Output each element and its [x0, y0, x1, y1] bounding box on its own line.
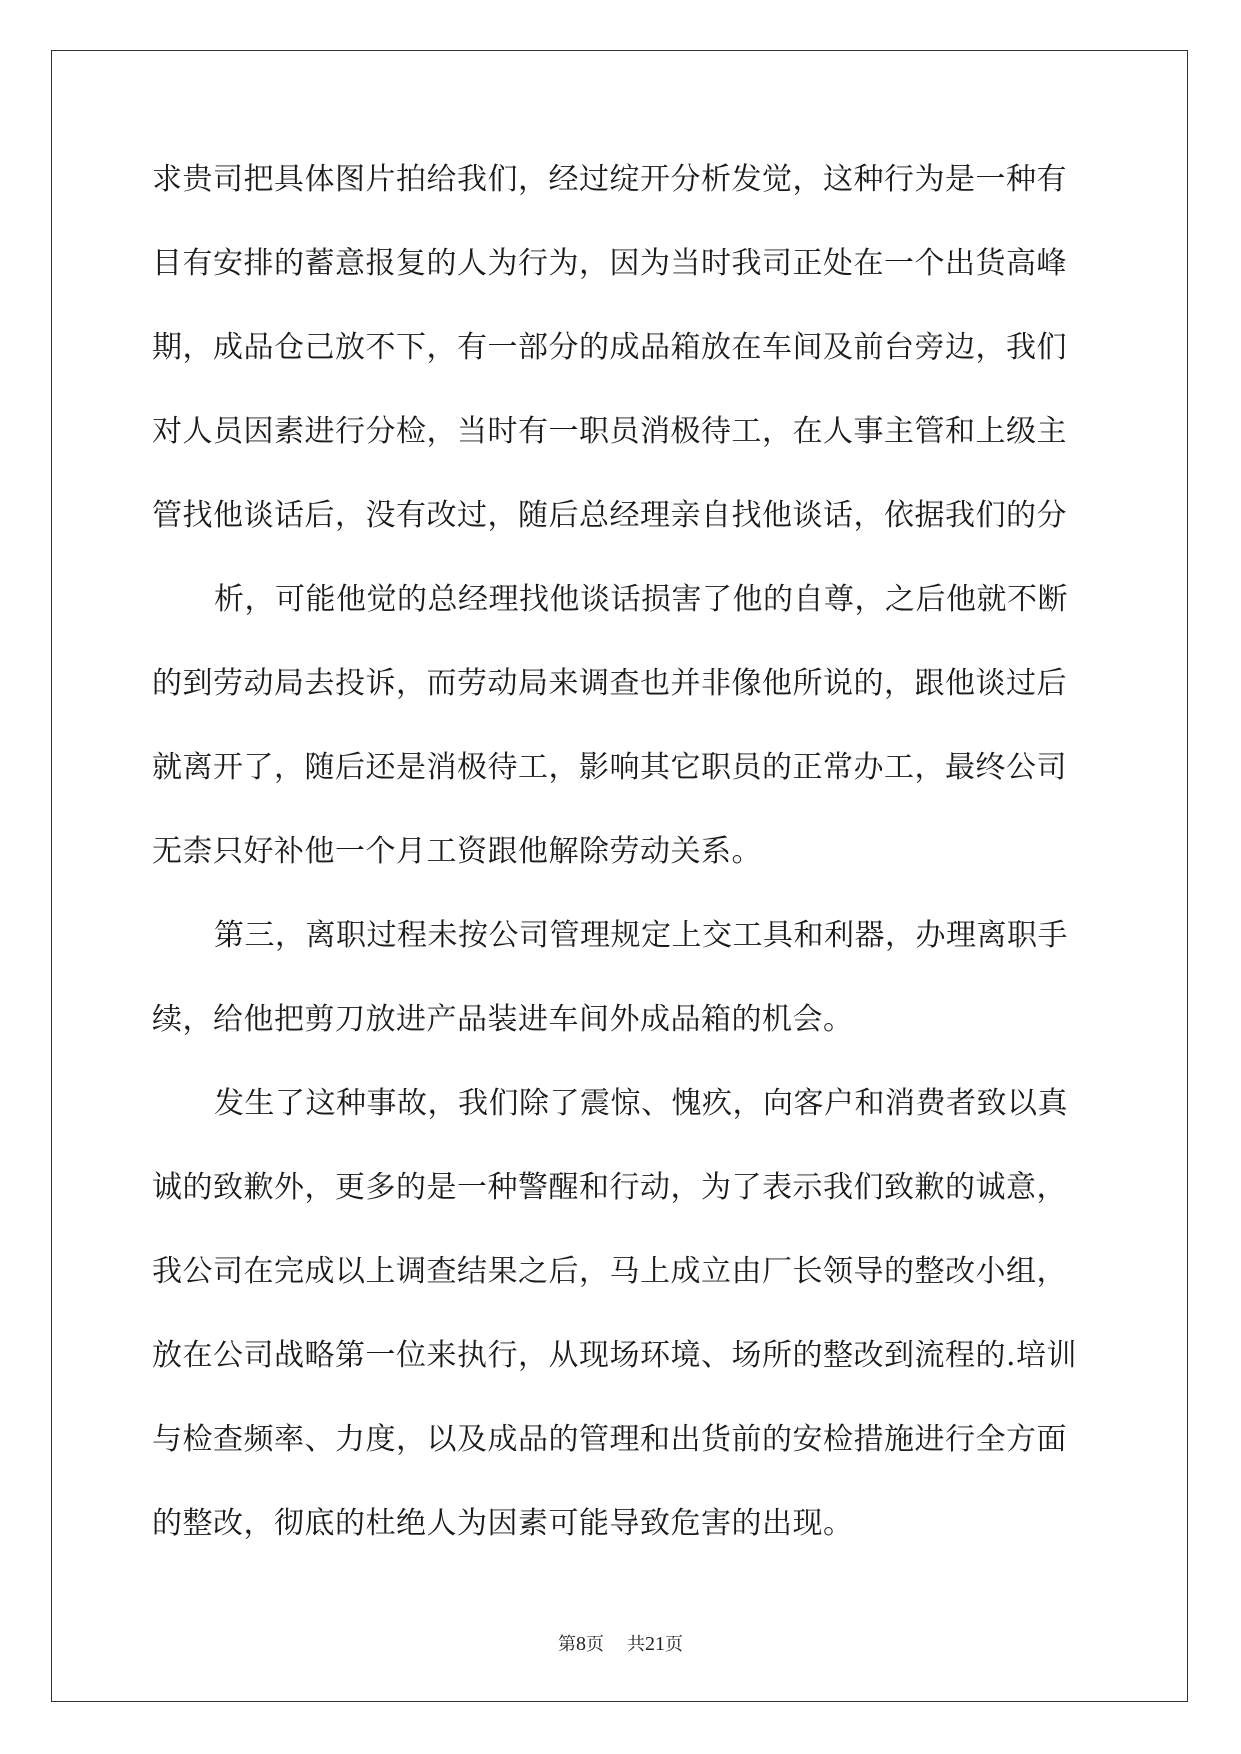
text-line: 续，给他把剪刀放进产品装进车间外成品箱的机会。 [152, 1002, 854, 1037]
text-line: 管找他谈话后，没有改过，随后总经理亲自找他谈话，依据我们的分 [152, 498, 1067, 533]
text-line: 就离开了，随后还是消极待工，影响其它职员的正常办工，最终公司 [152, 750, 1067, 785]
text-line: 的到劳动局去投诉，而劳动局来调查也并非像他所说的，跟他谈过后 [152, 666, 1067, 701]
text-line: 第三，离职过程未按公司管理规定上交工具和利器，办理离职手 [214, 918, 1068, 953]
current-page-number: 8 [576, 1633, 587, 1655]
text-line: 发生了这种事故，我们除了震惊、愧疚，向客户和消费者致以真 [214, 1086, 1068, 1121]
total-page-number: 21 [644, 1633, 665, 1655]
text-line: 求贵司把具体图片拍给我们，经过绽开分析发觉，这种行为是一种有 [152, 162, 1067, 197]
text-line: 放在公司战略第一位来执行，从现场环境、场所的整改到流程的.培训 [152, 1338, 1078, 1373]
footer-total-prefix: 共 [626, 1634, 645, 1655]
footer-total-word: 页 [664, 1634, 683, 1655]
footer-prefix: 第 [558, 1634, 577, 1655]
text-line: 期，成品仓己放不下，有一部分的成品箱放在车间及前台旁边，我们 [152, 330, 1067, 365]
page-footer [0, 1630, 1241, 1656]
text-line: 的整改，彻底的杜绝人为因素可能导致危害的出现。 [152, 1506, 854, 1541]
text-line: 无柰只好补他一个月工资跟他解除劳动关系。 [152, 834, 762, 869]
text-line: 我公司在完成以上调查结果之后，马上成立由厂长领导的整改小组， [152, 1254, 1067, 1289]
text-line: 目有安排的蓄意报复的人为行为，因为当时我司正处在一个出货高峰 [152, 246, 1067, 281]
footer-page-word: 页 [586, 1634, 605, 1655]
document-body [152, 155, 1092, 1583]
text-line: 对人员因素进行分检，当时有一职员消极待工，在人事主管和上级主 [152, 414, 1067, 449]
text-line: 与检查频率、力度，以及成品的管理和出货前的安检措施进行全方面 [152, 1422, 1067, 1457]
text-line: 析，可能他觉的总经理找他谈话损害了他的自尊，之后他就不断 [214, 582, 1068, 617]
text-line: 诚的致歉外，更多的是一种警醒和行动，为了表示我们致歉的诚意， [152, 1170, 1067, 1205]
